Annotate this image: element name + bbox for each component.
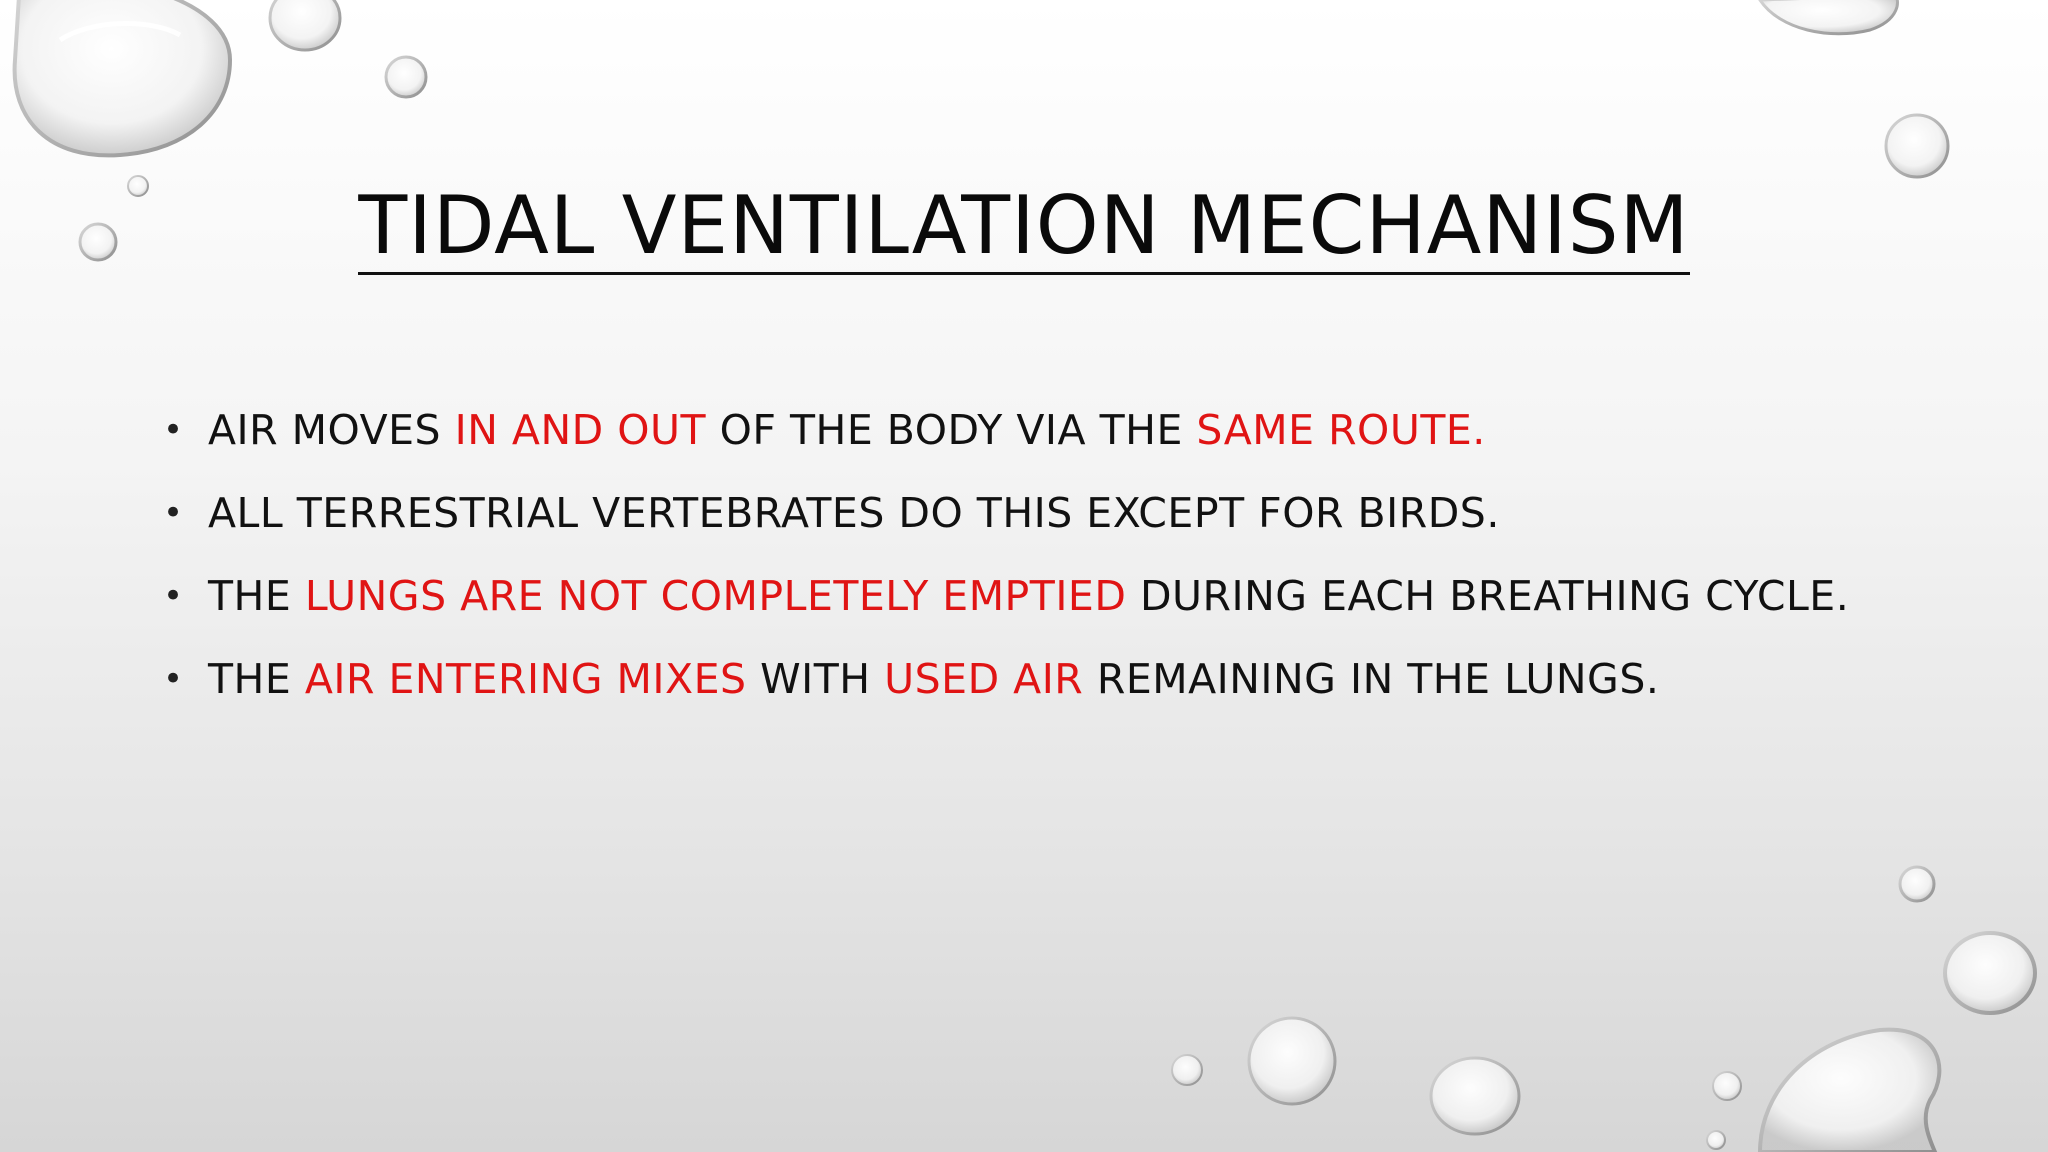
bullet-list xyxy=(163,405,1963,737)
bullet-icon: • xyxy=(163,410,184,450)
bullet-segment: THE xyxy=(208,572,305,620)
droplet xyxy=(270,0,340,50)
bullet-segment: WITH xyxy=(746,655,885,703)
droplet xyxy=(1760,1030,1939,1152)
bullet-segment-highlight: IN AND OUT xyxy=(454,406,707,454)
droplet xyxy=(386,57,426,97)
bullet-icon: • xyxy=(163,576,184,616)
bullet-segment: ALL TERRESTRIAL VERTEBRATES DO THIS EXCEPT FOR BIRDS. xyxy=(208,489,1500,537)
bullet-segment-highlight: LUNGS ARE NOT COMPLETELY EMPTIED xyxy=(304,572,1127,620)
bullet-item xyxy=(163,571,1963,654)
droplet xyxy=(1760,0,1897,34)
droplet xyxy=(1713,1072,1741,1100)
bullet-segment-highlight: AIR ENTERING MIXES xyxy=(304,655,747,703)
bullet-segment-highlight: USED AIR xyxy=(884,655,1084,703)
bullet-segment: THE xyxy=(208,655,305,703)
bullet-segment-highlight: SAME ROUTE. xyxy=(1196,406,1486,454)
bullet-segment: AIR MOVES xyxy=(208,406,455,454)
droplet xyxy=(1707,1131,1725,1149)
droplet xyxy=(1900,867,1934,901)
bullet-icon: • xyxy=(163,493,184,533)
droplet xyxy=(1249,1018,1335,1104)
droplet xyxy=(1431,1058,1519,1134)
droplet xyxy=(1886,115,1948,177)
slide-title-text: TIDAL VENTILATION MECHANISM xyxy=(358,179,1689,275)
bullet-item xyxy=(163,488,1963,571)
slide-title xyxy=(0,178,2048,274)
droplet xyxy=(1172,1055,1202,1085)
droplet xyxy=(1945,933,2035,1013)
bullet-item xyxy=(163,654,1963,737)
bullet-segment: REMAINING IN THE LUNGS. xyxy=(1083,655,1660,703)
bullet-segment: DURING EACH BREATHING CYCLE. xyxy=(1126,572,1850,620)
bullet-item xyxy=(163,405,1963,488)
bullet-icon: • xyxy=(163,659,184,699)
bullet-segment: OF THE BODY VIA THE xyxy=(706,406,1197,454)
